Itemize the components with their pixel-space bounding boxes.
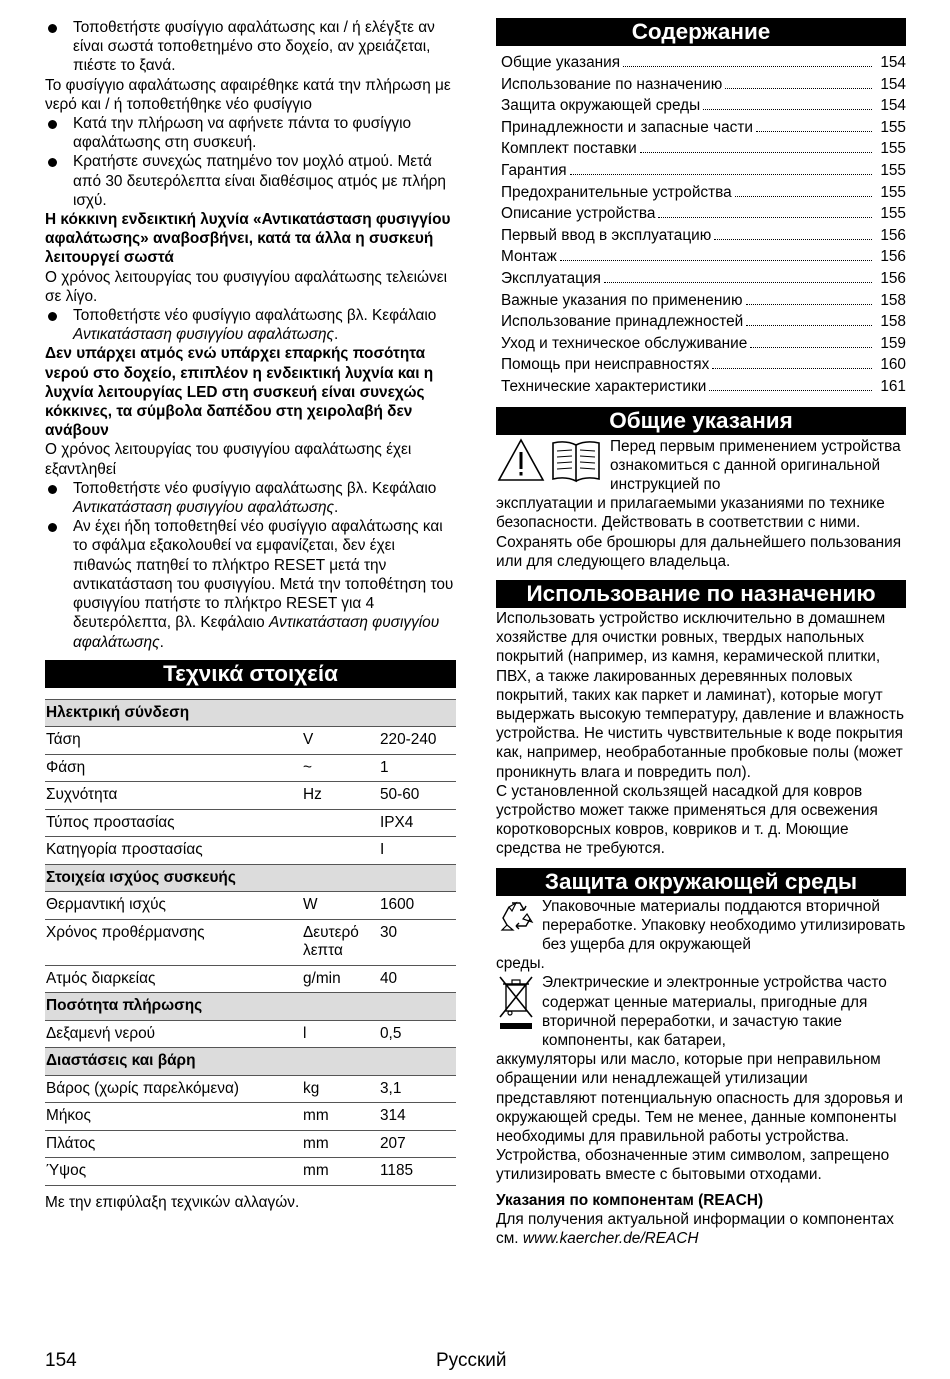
- toc-leader-dots: [709, 390, 872, 391]
- tech-note: Με την επιφύλαξη τεχνικών αλλαγών.: [45, 1193, 300, 1211]
- use-text-1: Использовать устройство исключительно в домашнем хозяйстве для очистки ровных, твердых напольных покрытий (например, из камня, керамической плитки, ПВХ, а также лакированных деревянных половых покрытий, таких как паркет и ламинат), которые могут выдержать высокую температуру, давление и влажность устройства. Не чистить чувствительные к воде покрытия как, например, необработанные пробковые полы (может проникнуть влага и повредить пол).: [496, 609, 905, 781]
- table-row: Δεξαμενή νερού l 0,5: [45, 1020, 456, 1048]
- bullet-hold-lever: Κρατήστε συνεχώς πατημένο τον μοχλό ατμού. Μετά από 30 δευτερόλεπτα είναι διαθέσιμος ατμός με πλήρη ισχύ.: [45, 152, 456, 210]
- heading-red-light-flashing: Η κόκκινη ενδεικτική λυχνία «Αντικατάσταση φυσιγγίου αφαλάτωσης» αναβοσβήνει, κατά τα άλλα η συσκευή λειτουργεί σωστά: [45, 211, 451, 267]
- toc-item[interactable]: [501, 74, 906, 96]
- spec-table: [45, 699, 456, 1186]
- toc-item-title: Предохранительные устройства: [501, 183, 732, 201]
- env-weee: [496, 973, 906, 1050]
- section-title-use: Использование по назначению: [496, 580, 906, 608]
- toc-item-page: 155: [880, 118, 906, 136]
- toc-item-title: Общие указания: [501, 54, 621, 71]
- toc-item-title: Монтаж: [501, 248, 557, 266]
- env-text-1: Упаковочные материалы поддаются вторичной переработке. Упаковку необходимо утилизировать без ущерба для окружающей: [542, 897, 906, 953]
- toc-item[interactable]: [501, 225, 906, 247]
- right-column: [496, 18, 906, 1248]
- table-of-contents: [496, 52, 906, 398]
- general-text-2: эксплуатации и прилагаемыми указаниями по технике безопасности. Действовать в соответствии с ними.: [496, 495, 885, 532]
- toc-leader-dots: [640, 152, 872, 153]
- toc-item-page: 155: [880, 140, 906, 158]
- spec-group: Στοιχεία ισχύος συσκευής: [45, 864, 456, 892]
- bullet-insert-new-cartridge-2: Τοποθετήστε νέο φυσίγγιο αφαλάτωσης βλ. Κεφάλαιο Αντικατάσταση φυσιγγίου αφαλάτωσης.: [45, 479, 456, 517]
- env-packaging: [496, 897, 906, 955]
- toc-leader-dots: [560, 260, 872, 261]
- toc-item-page: 161: [880, 377, 906, 395]
- toc-item-title: Гарантия: [501, 161, 567, 179]
- toc-item-title: Использование принадлежностей: [501, 313, 744, 331]
- toc-item-page: 156: [880, 269, 906, 287]
- bullet-reset-button: Αν έχει ήδη τοποθετηθεί νέο φυσίγγιο αφαλάτωσης και το σφάλμα εξακολουθεί να εμφανίζεται, δεν έχει πιθανώς πατηθεί το πλήκτρο RESET μετά την αντικατάσταση του φυσιγγίου. Μετά την τοποθέτηση του φυσιγγίου πατήστε το πλήκτρο RESET για 4 δευτερόλεπτα, βλ. Κεφάλαιο Αντικατάσταση φυσιγγίου αφαλάτωσης.: [45, 517, 456, 651]
- toc-item-title: Уход и техническое обслуживание: [501, 334, 748, 352]
- paragraph-cartridge-removed: Το φυσίγγιο αφαλάτωσης αφαιρέθηκε κατά την πλήρωση με νερό και / ή τοποθετήθηκε νέο φυσίγγιο: [45, 76, 451, 113]
- table-row: Χρόνος προθέρμανσης Δευτερό λεπτα 30: [45, 919, 456, 965]
- general-text-1: Перед первым применением устройства ознакомиться с данной оригинальной инструкцией по: [610, 437, 901, 493]
- toc-item[interactable]: [501, 290, 906, 312]
- toc-leader-dots: [735, 196, 872, 197]
- table-row: Βάρος (χωρίς παρελκόμενα) kg 3,1: [45, 1075, 456, 1103]
- toc-item-title: Первый ввод в эксплуатацию: [501, 226, 712, 244]
- general-intro: [496, 437, 906, 495]
- toc-item-page: 155: [880, 183, 906, 201]
- env-text-2b: аккумуляторы или масло, которые при неправильном обращении или ненадлежащей утилизации представляют потенциальную опасность для здоровья и окружающей среды. Тем не менее, данные компоненты необходимы для правильной работы устройства. Устройства, обозначенные этим символом, запрещено утилизировать вместе с бытовыми отходами.: [496, 1051, 903, 1184]
- toc-item[interactable]: [501, 311, 906, 333]
- section-title-toc: Содержание: [496, 18, 906, 46]
- left-column: [45, 18, 456, 1212]
- footer-language: Русский: [436, 1350, 507, 1371]
- toc-leader-dots: [746, 304, 873, 305]
- toc-item-title: Комплект поставки: [501, 140, 637, 158]
- reach-link[interactable]: www.kaercher.de/REACH: [522, 1230, 699, 1248]
- toc-item-title: Технические характеристики: [501, 377, 707, 395]
- bullet-insert-new-cartridge-1: Τοποθετήστε νέο φυσίγγιο αφαλάτωσης βλ. Κεφάλαιο Αντικατάσταση φυσιγγίου αφαλάτωσης.: [45, 306, 456, 344]
- toc-item[interactable]: [501, 117, 906, 139]
- toc-item-page: 154: [880, 75, 906, 93]
- table-row: Ατμός διαρκείας g/min 40: [45, 965, 456, 993]
- manual-book-icon: [553, 441, 599, 480]
- toc-item-title: Помощь при неисправностях: [501, 356, 710, 374]
- recycle-icon: [496, 897, 536, 937]
- toc-item[interactable]: [501, 376, 906, 398]
- toc-item-title: Важные указания по применению: [501, 291, 743, 309]
- env-text-1b: среды.: [496, 955, 545, 973]
- paragraph-runtime-exhausted: Ο χρόνος λειτουργίας του φυσιγγίου αφαλάτωσης έχει εξαντληθεί: [45, 441, 412, 478]
- section-title-tech: Τεχνικά στοιχεία: [45, 660, 456, 688]
- page-number: 154: [45, 1350, 77, 1371]
- toc-leader-dots: [756, 131, 872, 132]
- table-row: Μήκος mm 314: [45, 1103, 456, 1131]
- toc-leader-dots: [712, 368, 872, 369]
- toc-item[interactable]: [501, 52, 906, 74]
- toc-leader-dots: [623, 66, 872, 67]
- table-row: Πλάτος mm 207: [45, 1130, 456, 1158]
- reach-text: Для получения актуальной информации о компонентах см. www.kaercher.de/REACH: [496, 1210, 894, 1248]
- spec-group: Ποσότητα πλήρωσης: [45, 993, 456, 1021]
- toc-item-page: 154: [880, 97, 906, 115]
- toc-leader-dots: [604, 282, 872, 283]
- bullet-leave-cartridge: Κατά την πλήρωση να αφήνετε πάντα το φυσίγγιο αφαλάτωσης στη συσκευή.: [45, 114, 456, 152]
- toc-item-title: Принадлежности и запасные части: [501, 118, 753, 136]
- heading-no-steam: Δεν υπάρχει ατμός ενώ υπάρχει επαρκής ποσότητα νερού στο δοχείο, επιπλέον η ενδεικτική λυχνία και η λυχνία λειτουργίας LED στη συσκευή είναι συνεχώς κόκκινες, τα σύμβολα δαπέδου στη χειρολαβή δεν ανάβουν: [45, 345, 434, 440]
- toc-leader-dots: [746, 325, 872, 326]
- toc-item-page: 156: [880, 248, 906, 266]
- toc-item-title: Описание устройства: [501, 205, 656, 223]
- toc-leader-dots: [703, 109, 872, 110]
- toc-item[interactable]: [501, 203, 906, 225]
- bullet-insert-cartridge: Τοποθετήστε φυσίγγιο αφαλάτωσης και / ή ελέγξτε αν είναι σωστά τοποθετημένο στο δοχείο, αν χρειάζεται, πιέστε το ξανά.: [45, 18, 456, 76]
- warning-icon: [496, 437, 604, 483]
- toc-leader-dots: [725, 88, 872, 89]
- toc-leader-dots: [714, 239, 872, 240]
- toc-item[interactable]: [501, 138, 906, 160]
- toc-item-page: 155: [880, 205, 906, 223]
- toc-item-page: 154: [880, 54, 906, 71]
- section-title-environment: Защита окружающей среды: [496, 868, 906, 896]
- toc-item-page: 158: [880, 313, 906, 331]
- table-row: Τάση V 220-240: [45, 727, 456, 755]
- toc-leader-dots: [570, 174, 872, 175]
- general-text-3: Сохранять обе брошюры для дальнейшего пользования или для следующего владельца.: [496, 533, 902, 570]
- reach-title: Указания по компонентам (REACH): [496, 1191, 764, 1209]
- crossed-bin-icon: [496, 973, 536, 1033]
- toc-item-page: 160: [880, 356, 906, 374]
- toc-item-title: Использование по назначению: [501, 75, 723, 93]
- env-text-2: Электрические и электронные устройства часто содержат ценные материалы, пригодные для вторичной переработки, и зачастую такие компоненты, как батареи,: [542, 974, 887, 1049]
- table-row: Κατηγορία προστασίας I: [45, 837, 456, 865]
- table-row: Φάση ~ 1: [45, 754, 456, 782]
- toc-item-title: Защита окружающей среды: [501, 97, 701, 115]
- toc-item-title: Эксплуатация: [501, 269, 601, 287]
- toc-item[interactable]: [501, 246, 906, 268]
- spec-group: Διαστάσεις και βάρη: [45, 1048, 456, 1076]
- toc-item-page: 158: [880, 291, 906, 309]
- table-row: Τύπος προστασίας IPX4: [45, 809, 456, 837]
- table-row: Συχνότητα Hz 50-60: [45, 782, 456, 810]
- toc-item[interactable]: [501, 95, 906, 117]
- table-row: Θερμαντική ισχύς W 1600: [45, 892, 456, 920]
- toc-leader-dots: [750, 347, 872, 348]
- toc-item-page: 159: [880, 334, 906, 352]
- spec-group: Ηλεκτρική σύνδεση: [45, 699, 456, 727]
- toc-item[interactable]: [501, 160, 906, 182]
- paragraph-runtime-ending: Ο χρόνος λειτουργίας του φυσιγγίου αφαλάτωσης τελειώνει σε λίγο.: [45, 268, 448, 305]
- section-title-general: Общие указания: [496, 407, 906, 435]
- table-row: Ύψος mm 1185: [45, 1158, 456, 1186]
- toc-item[interactable]: [501, 333, 906, 355]
- warning-book-icons: [496, 437, 610, 495]
- toc-leader-dots: [658, 217, 872, 218]
- toc-item[interactable]: [501, 268, 906, 290]
- use-text-2: С установленной скользящей насадкой для ковров устройство может также применяться для освежения коротковорсных ковров, ковриков и т. д. Моющие средства не требуются.: [496, 782, 878, 858]
- toc-item-page: 156: [880, 226, 906, 244]
- toc-item-page: 155: [880, 161, 906, 179]
- toc-item[interactable]: [501, 354, 906, 376]
- toc-item[interactable]: [501, 182, 906, 204]
